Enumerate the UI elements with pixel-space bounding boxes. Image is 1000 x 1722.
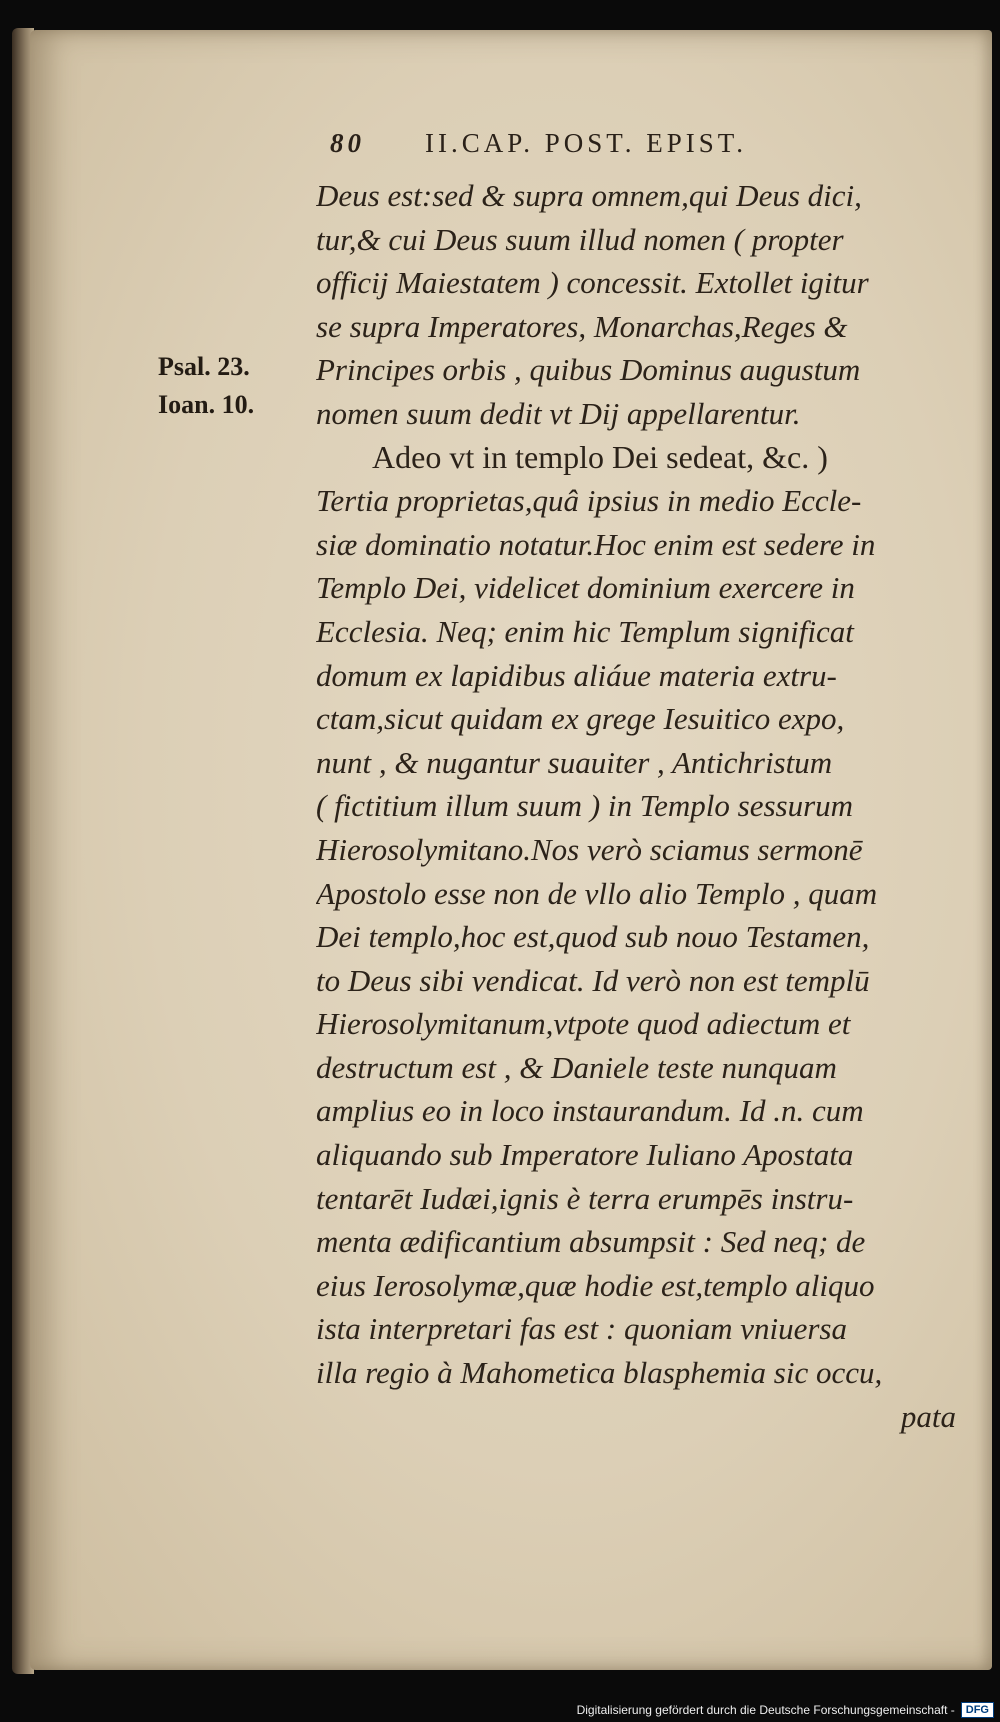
text-line: eius Ierosolymæ,quæ hodie est,templo aliquo: [316, 1267, 875, 1303]
credit-text: Digitalisierung gefördert durch die Deutsche Forschungsgemeinschaft -: [576, 1703, 955, 1717]
catchword: pata: [900, 1398, 956, 1434]
text-line: to Deus sibi vendicat. Id verò non est templū: [316, 962, 870, 998]
text-line: Principes orbis , quibus Dominus augustum: [316, 352, 861, 388]
text-line: Deus est:sed & supra omnem,qui Deus dici,: [316, 178, 862, 213]
text-line: Tertia proprietas,quâ ipsius in medio Eccle-: [316, 483, 862, 519]
text-line: officij Maiestatem ) concessit. Extollet igitur: [316, 265, 869, 301]
text-line: se supra Imperatores, Monarchas,Reges &: [316, 308, 848, 344]
margin-notes: [158, 348, 298, 424]
running-title: II.CAP. POST. EPIST.: [425, 128, 748, 158]
text-line: ctam,sicut quidam ex grege Iesuitico expo,: [316, 701, 845, 737]
text-line: Ecclesia. Neq; enim hic Templum significat: [316, 613, 854, 649]
text-line: menta ædificantium absumpsit : Sed neq; de: [316, 1224, 866, 1260]
text-line: Hierosolymitano.Nos verò sciamus sermonē: [316, 831, 863, 867]
margin-note: Psal. 23.: [158, 352, 250, 381]
dfg-logo: DFG: [961, 1702, 994, 1718]
text-line: aliquando sub Imperatore Iuliano Apostata: [316, 1137, 854, 1173]
text-line: siæ dominatio notatur.Hoc enim est sedere in: [316, 526, 876, 562]
text-line: tentarēt Iudæi,ignis è terra erumpēs instru-: [316, 1180, 854, 1216]
text-line: Templo Dei, videlicet dominium exercere in: [316, 570, 855, 606]
text-line: ista interpretari fas est : quoniam vniuersa: [316, 1311, 847, 1347]
text-line: illa regio à Mahometica blasphemia sic occu,: [316, 1355, 883, 1391]
text-line: nunt , & nugantur suauiter , Antichristum: [316, 744, 833, 780]
text-line: ( fictitium illum suum ) in Templo sessurum: [316, 788, 854, 824]
text-line: Adeo vt in templo Dei sedeat, &c. ): [372, 438, 828, 475]
page-number: 80: [330, 128, 365, 158]
running-header: [330, 128, 890, 159]
text-line: destructum est , & Daniele teste nunquam: [316, 1049, 837, 1085]
text-line: tur,& cui Deus suum illud nomen ( propter: [316, 221, 844, 257]
text-line: amplius eo in loco instaurandum. Id .n. cum: [316, 1093, 864, 1129]
text-line: Hierosolymitanum,vtpote quod adiectum et: [316, 1006, 851, 1042]
body-text: [316, 174, 976, 1438]
text-line: nomen suum dedit vt Dij appellarentur.: [316, 395, 801, 431]
text-line: Dei templo,hoc est,quod sub nouo Testamen,: [316, 919, 870, 955]
text-line: Apostolo esse non de vllo alio Templo , quam: [316, 875, 878, 911]
margin-note: Ioan. 10.: [158, 390, 255, 419]
digitization-credit: [577, 1702, 994, 1718]
text-line: domum ex lapidibus aliáue materia extru-: [316, 657, 837, 693]
